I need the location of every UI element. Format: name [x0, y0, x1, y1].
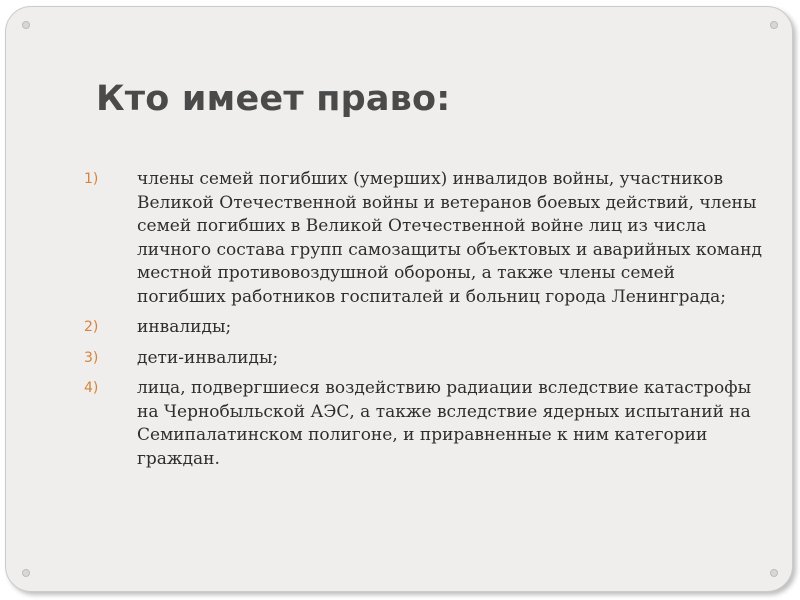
corner-dot-bottom-left — [22, 569, 30, 577]
list-item-text: инвалиды; — [137, 317, 232, 337]
list-marker: 3) — [84, 349, 99, 366]
list-item-text: члены семей погибших (умерших) инвалидов войны, участников Великой Отечественной войны и ветеранов боевых действий, члены семей погибших в Великой Отечественной войне лиц из числа личного состава групп самозащиты объектовых и аварийных команд местной противовоздушной обороны, а также члены семей погибших работников госпиталей и больниц города Ленинграда; — [137, 169, 762, 307]
list-marker: 1) — [84, 171, 99, 187]
list-item — [84, 347, 764, 371]
slide-title: Кто имеет право: — [96, 79, 451, 119]
list-marker: 2) — [84, 319, 99, 335]
list-marker: 4) — [84, 380, 99, 396]
list-item — [84, 316, 764, 340]
slide — [5, 6, 793, 592]
numbered-list — [84, 168, 764, 478]
list-item — [84, 377, 764, 471]
list-item-text: дети-инвалиды; — [137, 347, 279, 368]
list-item-text: лица, подвергшиеся воздействию радиации вследствие катастрофы на Чернобыльской АЭС, а также вследствие ядерных испытаний на Семипалатинском полигоне, и приравненные к ним категории граждан. — [137, 378, 752, 469]
corner-dot-top-left — [22, 21, 30, 29]
corner-dot-bottom-right — [770, 569, 778, 577]
list-item — [84, 168, 764, 309]
corner-dot-top-right — [770, 21, 778, 29]
